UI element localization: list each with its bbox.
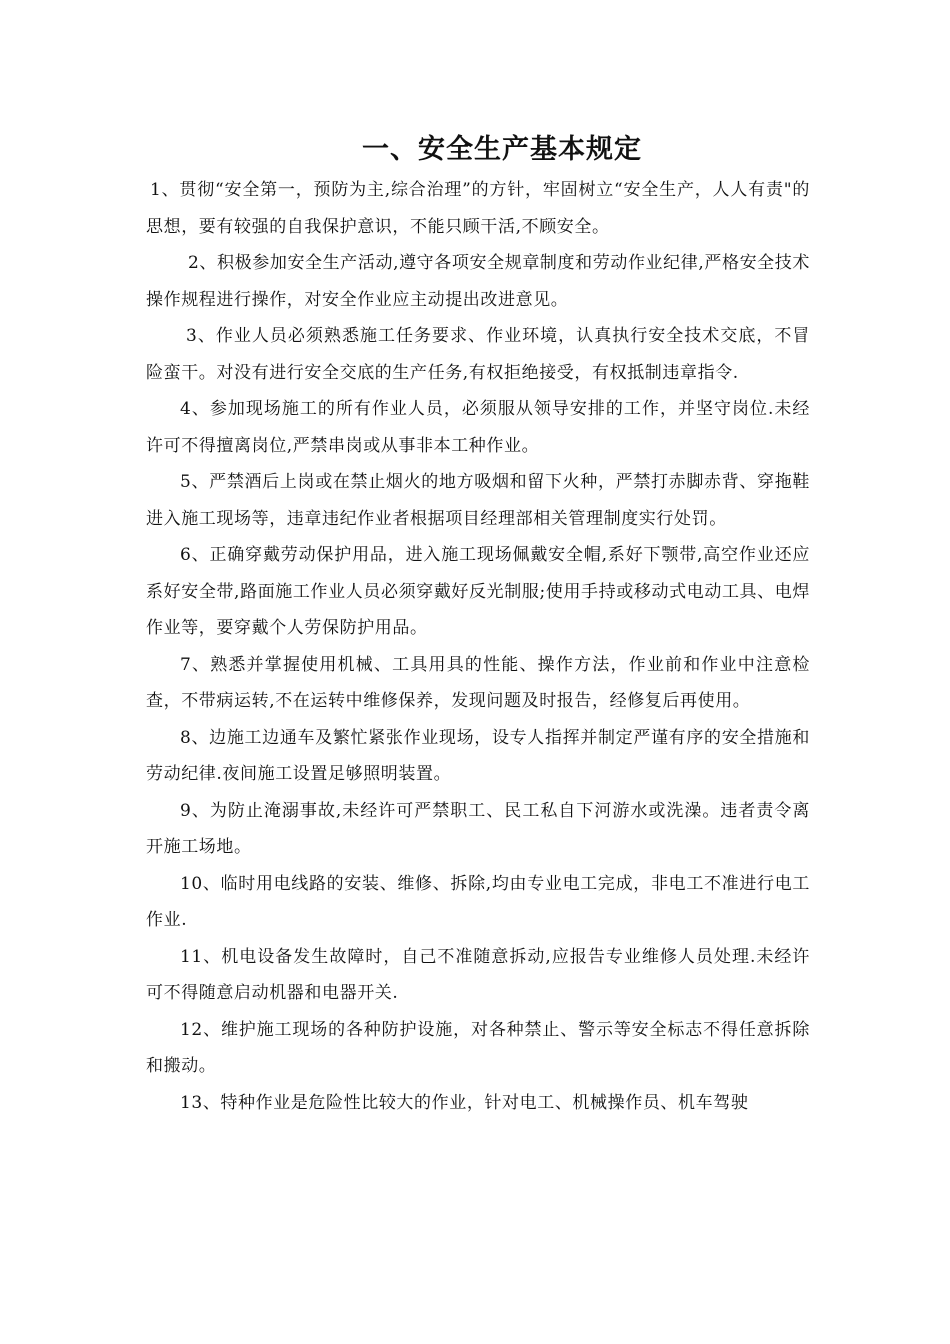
paragraph-7: 7、熟悉并掌握使用机械、工具用具的性能、操作方法，作业前和作业中注意检查，不带病运转,不在运转中维修保养，发现问题及时报告，经修复后再使用。 bbox=[146, 654, 810, 711]
document-title: 一、安全生产基本规定 bbox=[362, 134, 642, 165]
paragraph-1: 1、贯彻“安全第一，预防为主,综合治理”的方针，牢固树立“安全生产，人人有责"的思想，要有较强的自我保护意识，不能只顾干活,不顾安全。 bbox=[146, 180, 810, 237]
paragraph-6: 6、正确穿戴劳动保护用品，进入施工现场佩戴安全帽,系好下颚带,高空作业还应系好安全带,路面施工作业人员必须穿戴好反光制服;使用手持或移动式电动工具、电焊作业等，要穿戴个人劳保防护用品。 bbox=[146, 545, 810, 638]
paragraph-2: 2、积极参加安全生产活动,遵守各项安全规章制度和劳动作业纪律,严格安全技术操作规程进行操作，对安全作业应主动提出改进意见。 bbox=[146, 253, 810, 310]
paragraph-12: 12、维护施工现场的各种防护设施，对各种禁止、警示等安全标志不得任意拆除和搬动。 bbox=[146, 1019, 810, 1076]
paragraph-11: 11、机电设备发生故障时，自己不准随意拆动,应报告专业维修人员处理.未经许可不得随意启动机器和电器开关. bbox=[146, 946, 810, 1003]
paragraph-9: 9、为防止淹溺事故,未经许可严禁职工、民工私自下河游水或洗澡。违者责令离开施工场地。 bbox=[146, 800, 810, 857]
paragraph-8: 8、边施工边通车及繁忙紧张作业现场，设专人指挥并制定严谨有序的安全措施和劳动纪律.夜间施工设置足够照明装置。 bbox=[146, 727, 810, 784]
paragraph-13: 13、特种作业是危险性比较大的作业，针对电工、机械操作员、机车驾驶 bbox=[180, 1092, 749, 1113]
paragraph-10: 10、临时用电线路的安装、维修、拆除,均由专业电工完成，非电工不准进行电工作业. bbox=[146, 873, 810, 930]
paragraph-5: 5、严禁酒后上岗或在禁止烟火的地方吸烟和留下火种，严禁打赤脚赤背、穿拖鞋进入施工现场等，违章违纪作业者根据项目经理部相关管理制度实行处罚。 bbox=[146, 472, 810, 529]
paragraph-3: 3、作业人员必须熟悉施工任务要求、作业环境，认真执行安全技术交底，不冒险蛮干。对没有进行安全交底的生产任务,有权拒绝接受，有权抵制违章指令. bbox=[146, 326, 810, 383]
paragraph-4: 4、参加现场施工的所有作业人员，必须服从领导安排的工作，并坚守岗位.未经许可不得擅离岗位,严禁串岗或从事非本工种作业。 bbox=[146, 399, 810, 456]
document-body bbox=[146, 172, 810, 1121]
